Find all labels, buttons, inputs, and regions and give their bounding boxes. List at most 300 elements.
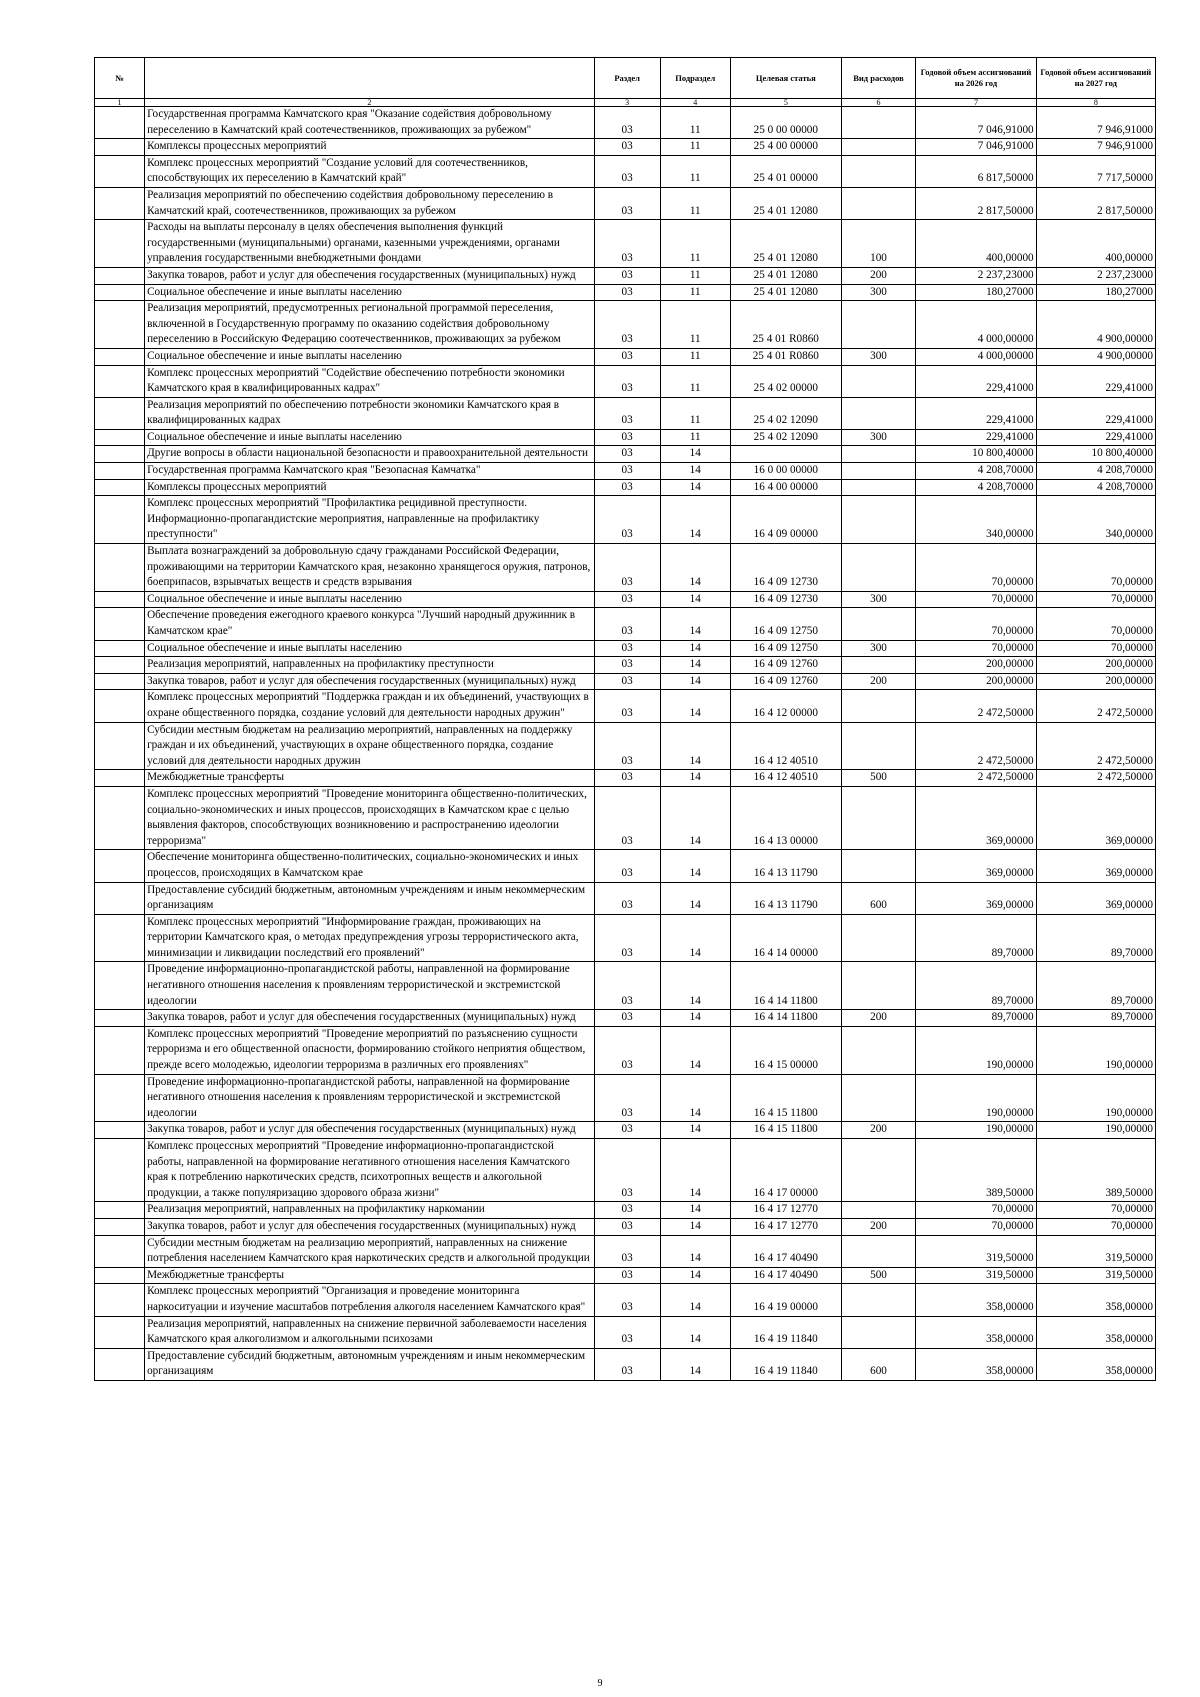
amount-2027: 7 717,50000 xyxy=(1036,155,1155,187)
expense-type xyxy=(841,463,916,480)
row-name: Социальное обеспечение и иные выплаты населению xyxy=(145,429,595,446)
number-cell xyxy=(95,107,145,139)
table-row xyxy=(95,267,1156,284)
subsection-code: 14 xyxy=(660,1316,730,1348)
row-name: Реализация мероприятий, направленных на снижение первичной заболеваемости населения Камчатского края алкоголизмом и алкогольными психозами xyxy=(145,1316,595,1348)
row-name: Другие вопросы в области национальной безопасности и правоохранительной деятельности xyxy=(145,446,595,463)
section-code: 03 xyxy=(594,1348,660,1380)
row-name: Реализация мероприятий по обеспечению содействия добровольному переселению в Камчатский край, соотечественников, проживающих за рубежом xyxy=(145,187,595,219)
target-article: 16 4 19 11840 xyxy=(730,1316,841,1348)
number-cell xyxy=(95,591,145,608)
subsection-code: 14 xyxy=(660,1074,730,1122)
expense-type xyxy=(841,914,916,962)
subsection-code: 14 xyxy=(660,1284,730,1316)
expense-type xyxy=(841,850,916,882)
number-cell xyxy=(95,397,145,429)
subsection-code: 11 xyxy=(660,267,730,284)
row-name: Комплексы процессных мероприятий xyxy=(145,139,595,156)
amount-2026: 2 472,50000 xyxy=(916,722,1036,770)
target-article: 16 4 15 11800 xyxy=(730,1122,841,1139)
target-article: 16 4 15 11800 xyxy=(730,1074,841,1122)
section-code: 03 xyxy=(594,914,660,962)
row-name: Комплекс процессных мероприятий "Содействие обеспечению потребности экономики Камчатского края в квалифицированных кадрах" xyxy=(145,365,595,397)
number-cell xyxy=(95,850,145,882)
amount-2027: 200,00000 xyxy=(1036,673,1155,690)
subsection-code: 11 xyxy=(660,284,730,301)
amount-2027: 180,27000 xyxy=(1036,284,1155,301)
section-code: 03 xyxy=(594,397,660,429)
amount-2026: 6 817,50000 xyxy=(916,155,1036,187)
number-cell xyxy=(95,267,145,284)
amount-2027: 190,00000 xyxy=(1036,1122,1155,1139)
row-name: Межбюджетные трансферты xyxy=(145,1267,595,1284)
subsection-code: 11 xyxy=(660,187,730,219)
amount-2027: 358,00000 xyxy=(1036,1284,1155,1316)
subsection-code: 11 xyxy=(660,348,730,365)
subsection-code: 14 xyxy=(660,1348,730,1380)
column-number: 6 xyxy=(841,99,916,107)
section-code: 03 xyxy=(594,1122,660,1139)
amount-2026: 89,70000 xyxy=(916,1010,1036,1027)
row-name: Комплекс процессных мероприятий "Проведение информационно-пропагандистской работы, направленной на формирование негативного отношения населения Камчатского края к потреблению наркотических средств, психотропных веществ и алкогольной продукции, а также популяризацию здорового образа жизни" xyxy=(145,1139,595,1202)
amount-2026: 229,41000 xyxy=(916,365,1036,397)
subsection-code: 14 xyxy=(660,673,730,690)
section-code: 03 xyxy=(594,608,660,640)
row-name: Предоставление субсидий бюджетным, автономным учреждениям и иным некоммерческим организациям xyxy=(145,882,595,914)
amount-2026: 10 800,40000 xyxy=(916,446,1036,463)
amount-2027: 89,70000 xyxy=(1036,914,1155,962)
target-article: 16 4 19 11840 xyxy=(730,1348,841,1380)
table-row xyxy=(95,640,1156,657)
number-cell xyxy=(95,1139,145,1202)
row-name: Комплекс процессных мероприятий "Профилактика рецидивной преступности. Информационно-пропагандистские мероприятия, направленные на профилактику преступности" xyxy=(145,496,595,544)
expense-type xyxy=(841,1026,916,1074)
subsection-code: 11 xyxy=(660,365,730,397)
table-row xyxy=(95,882,1156,914)
row-name: Реализация мероприятий, направленных на профилактику наркомании xyxy=(145,1202,595,1219)
expense-type xyxy=(841,608,916,640)
section-code: 03 xyxy=(594,640,660,657)
table-row xyxy=(95,365,1156,397)
row-name: Комплекс процессных мероприятий "Проведение мероприятий по разъяснению сущности терроризма и его общественной опасности, формированию стойкого неприятия обществом, прежде всего молодежью, идеологии терроризма в различных его проявлениях" xyxy=(145,1026,595,1074)
section-code: 03 xyxy=(594,301,660,349)
amount-2027: 340,00000 xyxy=(1036,496,1155,544)
subsection-code: 14 xyxy=(660,690,730,722)
number-cell xyxy=(95,155,145,187)
table-row xyxy=(95,850,1156,882)
section-code: 03 xyxy=(594,722,660,770)
row-name: Комплекс процессных мероприятий "Информирование граждан, проживающих на территории Камчатского края, о методах предупреждения угрозы террористического акта, минимизации и ликвидации последствий его проявлений" xyxy=(145,914,595,962)
amount-2027: 200,00000 xyxy=(1036,657,1155,674)
row-name: Комплекс процессных мероприятий "Проведение мониторинга общественно-политических, социально-экономических и иных процессов, происходящих в Камчатском крае с целью выявления факторов, способствующих возникновению и распространению идеологии терроризма" xyxy=(145,786,595,849)
row-name: Субсидии местным бюджетам на реализацию мероприятий, направленных на поддержку граждан и их объединений, участвующих в охране общественного порядка, создание условий для деятельности народных дружин xyxy=(145,722,595,770)
amount-2027: 89,70000 xyxy=(1036,962,1155,1010)
section-code: 03 xyxy=(594,267,660,284)
target-article: 25 4 01 12080 xyxy=(730,284,841,301)
section-code: 03 xyxy=(594,882,660,914)
target-article: 16 4 09 12730 xyxy=(730,591,841,608)
expense-type xyxy=(841,107,916,139)
amount-2027: 229,41000 xyxy=(1036,397,1155,429)
row-name: Социальное обеспечение и иные выплаты населению xyxy=(145,284,595,301)
amount-2026: 70,00000 xyxy=(916,544,1036,592)
number-cell xyxy=(95,220,145,268)
subsection-code: 14 xyxy=(660,608,730,640)
number-cell xyxy=(95,608,145,640)
subsection-code: 14 xyxy=(660,640,730,657)
number-cell xyxy=(95,657,145,674)
expense-type xyxy=(841,446,916,463)
subsection-code: 11 xyxy=(660,220,730,268)
number-cell xyxy=(95,673,145,690)
table-row xyxy=(95,139,1156,156)
amount-2027: 70,00000 xyxy=(1036,640,1155,657)
section-code: 03 xyxy=(594,1267,660,1284)
section-code: 03 xyxy=(594,673,660,690)
amount-2026: 89,70000 xyxy=(916,914,1036,962)
target-article: 25 4 02 00000 xyxy=(730,365,841,397)
subsection-code: 14 xyxy=(660,770,730,787)
column-number: 4 xyxy=(660,99,730,107)
target-article: 16 4 17 40490 xyxy=(730,1235,841,1267)
table-row xyxy=(95,690,1156,722)
expense-type xyxy=(841,1284,916,1316)
table-row xyxy=(95,187,1156,219)
expense-type xyxy=(841,1139,916,1202)
amount-2026: 319,50000 xyxy=(916,1267,1036,1284)
table-row xyxy=(95,770,1156,787)
expense-type: 300 xyxy=(841,429,916,446)
table-row xyxy=(95,1348,1156,1380)
amount-2026: 89,70000 xyxy=(916,962,1036,1010)
expense-type: 200 xyxy=(841,267,916,284)
subsection-code: 14 xyxy=(660,1202,730,1219)
number-cell xyxy=(95,544,145,592)
amount-2026: 7 046,91000 xyxy=(916,107,1036,139)
amount-2027: 2 237,23000 xyxy=(1036,267,1155,284)
table-row xyxy=(95,1026,1156,1074)
subsection-code: 14 xyxy=(660,1122,730,1139)
section-code: 03 xyxy=(594,446,660,463)
expense-type xyxy=(841,1074,916,1122)
table-row xyxy=(95,1139,1156,1202)
number-cell xyxy=(95,1316,145,1348)
table-row xyxy=(95,496,1156,544)
section-code: 03 xyxy=(594,155,660,187)
table-row xyxy=(95,284,1156,301)
section-code: 03 xyxy=(594,187,660,219)
amount-2027: 70,00000 xyxy=(1036,1218,1155,1235)
amount-2026: 2 472,50000 xyxy=(916,690,1036,722)
subsection-code: 14 xyxy=(660,962,730,1010)
section-code: 03 xyxy=(594,850,660,882)
target-article: 25 4 01 00000 xyxy=(730,155,841,187)
amount-2026: 369,00000 xyxy=(916,850,1036,882)
target-article: 25 4 01 R0860 xyxy=(730,348,841,365)
number-cell xyxy=(95,1267,145,1284)
table-row xyxy=(95,1202,1156,1219)
target-article: 25 4 02 12090 xyxy=(730,397,841,429)
amount-2027: 369,00000 xyxy=(1036,882,1155,914)
table-row xyxy=(95,301,1156,349)
table-row xyxy=(95,608,1156,640)
target-article: 16 4 15 00000 xyxy=(730,1026,841,1074)
target-article: 16 4 14 11800 xyxy=(730,962,841,1010)
amount-2026: 4 208,70000 xyxy=(916,463,1036,480)
amount-2027: 358,00000 xyxy=(1036,1348,1155,1380)
amount-2026: 70,00000 xyxy=(916,608,1036,640)
row-name: Закупка товаров, работ и услуг для обеспечения государственных (муниципальных) нужд xyxy=(145,1010,595,1027)
number-cell xyxy=(95,1202,145,1219)
expense-type: 600 xyxy=(841,1348,916,1380)
expense-type: 300 xyxy=(841,284,916,301)
row-name: Проведение информационно-пропагандистской работы, направленной на формирование негативного отношения населения к проявлениям террористической и экстремистской идеологии xyxy=(145,962,595,1010)
amount-2026: 389,50000 xyxy=(916,1139,1036,1202)
section-code: 03 xyxy=(594,770,660,787)
target-article: 16 4 12 00000 xyxy=(730,690,841,722)
number-cell xyxy=(95,1026,145,1074)
amount-2027: 190,00000 xyxy=(1036,1026,1155,1074)
expense-type: 300 xyxy=(841,591,916,608)
amount-2027: 89,70000 xyxy=(1036,1010,1155,1027)
target-article: 25 4 01 12080 xyxy=(730,267,841,284)
table-row xyxy=(95,1284,1156,1316)
amount-2027: 70,00000 xyxy=(1036,608,1155,640)
subsection-code: 14 xyxy=(660,496,730,544)
amount-2026: 2 472,50000 xyxy=(916,770,1036,787)
section-code: 03 xyxy=(594,1074,660,1122)
column-number: 3 xyxy=(594,99,660,107)
target-article: 16 4 09 12760 xyxy=(730,657,841,674)
table-row xyxy=(95,591,1156,608)
target-article: 16 4 09 12750 xyxy=(730,640,841,657)
row-name: Социальное обеспечение и иные выплаты населению xyxy=(145,640,595,657)
subsection-code: 14 xyxy=(660,1267,730,1284)
expense-type xyxy=(841,1202,916,1219)
amount-2026: 400,00000 xyxy=(916,220,1036,268)
expense-type xyxy=(841,786,916,849)
budget-table xyxy=(94,57,1156,1381)
target-article: 25 4 00 00000 xyxy=(730,139,841,156)
number-cell xyxy=(95,786,145,849)
target-article: 16 4 14 00000 xyxy=(730,914,841,962)
section-code: 03 xyxy=(594,284,660,301)
amount-2027: 70,00000 xyxy=(1036,544,1155,592)
amount-2026: 180,27000 xyxy=(916,284,1036,301)
section-code: 03 xyxy=(594,962,660,1010)
target-article: 16 4 17 40490 xyxy=(730,1267,841,1284)
amount-2027: 7 946,91000 xyxy=(1036,139,1155,156)
row-name: Закупка товаров, работ и услуг для обеспечения государственных (муниципальных) нужд xyxy=(145,673,595,690)
number-cell xyxy=(95,1010,145,1027)
table-row xyxy=(95,107,1156,139)
row-name: Комплекс процессных мероприятий "Поддержка граждан и их объединений, участвующих в охране общественного порядка, создание условий для деятельности народных дружин" xyxy=(145,690,595,722)
expense-type xyxy=(841,187,916,219)
amount-2027: 319,50000 xyxy=(1036,1235,1155,1267)
target-article: 16 4 09 12760 xyxy=(730,673,841,690)
table-row xyxy=(95,1267,1156,1284)
amount-2027: 229,41000 xyxy=(1036,429,1155,446)
amount-2026: 229,41000 xyxy=(916,429,1036,446)
amount-2026: 70,00000 xyxy=(916,1218,1036,1235)
row-name: Государственная программа Камчатского края "Оказание содействия добровольному переселению в Камчатский край соотечественников, проживающих за рубежом" xyxy=(145,107,595,139)
row-name: Комплексы процессных мероприятий xyxy=(145,479,595,496)
target-article: 16 4 19 00000 xyxy=(730,1284,841,1316)
expense-type xyxy=(841,1235,916,1267)
target-article: 16 4 09 12750 xyxy=(730,608,841,640)
header-number: № xyxy=(95,58,145,99)
amount-2026: 200,00000 xyxy=(916,673,1036,690)
target-article: 16 4 09 00000 xyxy=(730,496,841,544)
amount-2027: 10 800,40000 xyxy=(1036,446,1155,463)
table-row xyxy=(95,155,1156,187)
target-article: 16 4 00 00000 xyxy=(730,479,841,496)
subsection-code: 14 xyxy=(660,1235,730,1267)
number-cell xyxy=(95,914,145,962)
number-cell xyxy=(95,429,145,446)
section-code: 03 xyxy=(594,1010,660,1027)
amount-2027: 319,50000 xyxy=(1036,1267,1155,1284)
expense-type: 500 xyxy=(841,1267,916,1284)
target-article: 25 4 01 R0860 xyxy=(730,301,841,349)
page-number: 9 xyxy=(597,1678,603,1689)
number-cell xyxy=(95,1122,145,1139)
expense-type: 600 xyxy=(841,882,916,914)
header-section: Раздел xyxy=(594,58,660,99)
amount-2027: 190,00000 xyxy=(1036,1074,1155,1122)
amount-2026: 358,00000 xyxy=(916,1348,1036,1380)
number-cell xyxy=(95,1074,145,1122)
table-body xyxy=(95,107,1156,1381)
amount-2026: 70,00000 xyxy=(916,640,1036,657)
amount-2026: 229,41000 xyxy=(916,397,1036,429)
subsection-code: 14 xyxy=(660,914,730,962)
amount-2026: 70,00000 xyxy=(916,591,1036,608)
subsection-code: 14 xyxy=(660,657,730,674)
header-expense-type: Вид расходов xyxy=(841,58,916,99)
table-row xyxy=(95,786,1156,849)
expense-type: 200 xyxy=(841,1218,916,1235)
target-article: 16 0 00 00000 xyxy=(730,463,841,480)
subsection-code: 11 xyxy=(660,139,730,156)
section-code: 03 xyxy=(594,139,660,156)
header-name xyxy=(145,58,595,99)
table-row xyxy=(95,220,1156,268)
amount-2026: 4 000,00000 xyxy=(916,301,1036,349)
subsection-code: 11 xyxy=(660,397,730,429)
amount-2027: 389,50000 xyxy=(1036,1139,1155,1202)
subsection-code: 14 xyxy=(660,850,730,882)
number-cell xyxy=(95,1235,145,1267)
amount-2027: 400,00000 xyxy=(1036,220,1155,268)
amount-2026: 200,00000 xyxy=(916,657,1036,674)
expense-type: 200 xyxy=(841,1010,916,1027)
table-row xyxy=(95,1316,1156,1348)
amount-2026: 190,00000 xyxy=(916,1074,1036,1122)
subsection-code: 11 xyxy=(660,301,730,349)
number-cell xyxy=(95,722,145,770)
subsection-code: 14 xyxy=(660,1026,730,1074)
expense-type xyxy=(841,365,916,397)
number-cell xyxy=(95,284,145,301)
number-cell xyxy=(95,479,145,496)
column-number: 5 xyxy=(730,99,841,107)
number-cell xyxy=(95,770,145,787)
row-name: Закупка товаров, работ и услуг для обеспечения государственных (муниципальных) нужд xyxy=(145,267,595,284)
row-name: Выплата вознаграждений за добровольную сдачу гражданами Российской Федерации, проживающими на территории Камчатского края, незаконно хранящегося оружия, патронов, боеприпасов, взрывчатых веществ и средств взрывания xyxy=(145,544,595,592)
subsection-code: 14 xyxy=(660,591,730,608)
section-code: 03 xyxy=(594,107,660,139)
row-name: Обеспечение проведения ежегодного краевого конкурса "Лучший народный дружинник в Камчатском крае" xyxy=(145,608,595,640)
expense-type xyxy=(841,496,916,544)
subsection-code: 14 xyxy=(660,463,730,480)
amount-2026: 358,00000 xyxy=(916,1284,1036,1316)
amount-2027: 229,41000 xyxy=(1036,365,1155,397)
number-cell xyxy=(95,690,145,722)
target-article: 16 4 09 12730 xyxy=(730,544,841,592)
target-article: 16 4 13 11790 xyxy=(730,850,841,882)
table-row xyxy=(95,348,1156,365)
row-name: Обеспечение мониторинга общественно-политических, социально-экономических и иных процессов, происходящих в Камчатском крае xyxy=(145,850,595,882)
amount-2026: 369,00000 xyxy=(916,786,1036,849)
amount-2026: 358,00000 xyxy=(916,1316,1036,1348)
section-code: 03 xyxy=(594,786,660,849)
amount-2027: 358,00000 xyxy=(1036,1316,1155,1348)
number-cell xyxy=(95,1218,145,1235)
section-code: 03 xyxy=(594,479,660,496)
expense-type xyxy=(841,155,916,187)
table-row xyxy=(95,1235,1156,1267)
column-number: 7 xyxy=(916,99,1036,107)
amount-2026: 2 817,50000 xyxy=(916,187,1036,219)
table-row xyxy=(95,1122,1156,1139)
expense-type xyxy=(841,139,916,156)
table-row xyxy=(95,1074,1156,1122)
subsection-code: 14 xyxy=(660,544,730,592)
section-code: 03 xyxy=(594,463,660,480)
number-cell xyxy=(95,962,145,1010)
row-name: Социальное обеспечение и иные выплаты населению xyxy=(145,591,595,608)
number-cell xyxy=(95,365,145,397)
number-cell xyxy=(95,640,145,657)
table-row xyxy=(95,1010,1156,1027)
table-row xyxy=(95,397,1156,429)
expense-type: 300 xyxy=(841,640,916,657)
amount-2027: 2 817,50000 xyxy=(1036,187,1155,219)
expense-type xyxy=(841,657,916,674)
expense-type xyxy=(841,479,916,496)
table-row xyxy=(95,1218,1156,1235)
row-name: Государственная программа Камчатского края "Безопасная Камчатка" xyxy=(145,463,595,480)
expense-type xyxy=(841,301,916,349)
section-code: 03 xyxy=(594,429,660,446)
subsection-code: 14 xyxy=(660,882,730,914)
subsection-code: 14 xyxy=(660,722,730,770)
section-code: 03 xyxy=(594,1316,660,1348)
number-cell xyxy=(95,496,145,544)
target-article: 25 4 01 12080 xyxy=(730,187,841,219)
target-article: 16 4 12 40510 xyxy=(730,722,841,770)
number-cell xyxy=(95,882,145,914)
expense-type xyxy=(841,722,916,770)
target-article: 16 4 14 11800 xyxy=(730,1010,841,1027)
expense-type xyxy=(841,690,916,722)
target-article: 16 4 13 00000 xyxy=(730,786,841,849)
column-number-row xyxy=(95,99,1156,107)
table-row xyxy=(95,463,1156,480)
table-row xyxy=(95,446,1156,463)
column-number: 1 xyxy=(95,99,145,107)
